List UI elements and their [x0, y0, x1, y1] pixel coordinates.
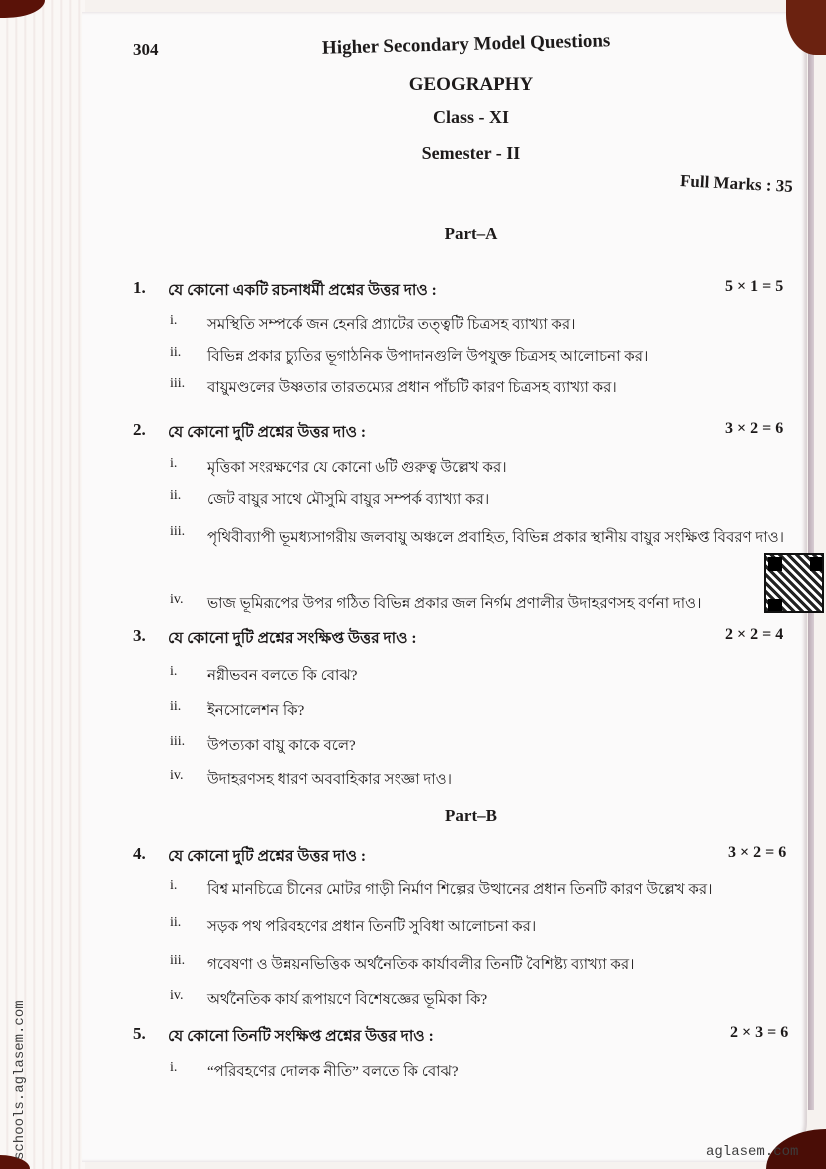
question-number: 2. [133, 420, 146, 439]
subject-title: GEOGRAPHY [408, 74, 534, 95]
question-number: 3. [133, 626, 146, 645]
sub-text: পৃথিবীব্যাপী ভূমধ্যসাগরীয় জলবায়ু অঞ্চলে প্রবাহিত, বিভিন্ন প্রকার স্থানীয় বায়ুর সংক্ষিপ্ত বিবরণ দাও। [207, 530, 785, 546]
sub-text: সড়ক পথ পরিবহণের প্রধান তিনটি সুবিধা আলোচনা কর। [207, 919, 537, 935]
sub-text: গবেষণা ও উন্নয়নভিত্তিক অর্থনৈতিক কার্যাবলীর তিনটি বৈশিষ্ট্য ব্যাখ্যা কর। [207, 957, 635, 973]
question-marks: 3 × 2 = 6 [725, 420, 784, 437]
question-text: যে কোনো তিনটি সংক্ষিপ্ত প্রশ্নের উত্তর দাও : [168, 1028, 434, 1045]
part-a-heading: Part–A [444, 224, 498, 243]
question-marks: 2 × 2 = 4 [725, 626, 784, 643]
sub-number: iii. [170, 953, 186, 968]
watermark-bottom: aglasem.com [706, 1144, 799, 1160]
question-text: যে কোনো দুটি প্রশ্নের উত্তর দাও : [168, 424, 367, 441]
full-marks: Full Marks : 35 [679, 171, 794, 196]
sub-text: ইনসোলেশন কি? [207, 703, 305, 719]
question-marks: 2 × 3 = 6 [730, 1024, 789, 1041]
sub-text: উপত্যকা বায়ু কাকে বলে? [207, 738, 356, 754]
sub-text: বিশ্ব মানচিত্রে চীনের মোটর গাড়ী নির্মাণ শিল্পের উত্থানের প্রধান তিনটি কারণ উল্লেখ কর। [207, 882, 713, 898]
qr-code-icon [764, 553, 824, 613]
question-number: 4. [133, 844, 146, 863]
sub-number: i. [170, 878, 178, 893]
question-marks: 5 × 1 = 5 [725, 278, 784, 295]
sub-text: উদাহরণসহ ধারণ অববাহিকার সংজ্ঞা দাও। [207, 772, 452, 788]
sub-number: ii. [170, 345, 182, 360]
book-page-stack [0, 0, 85, 1169]
sub-text: নগ্নীভবন বলতে কি বোঝ? [207, 668, 358, 684]
sub-text: সমস্থিতি সম্পর্কে জন হেনরি প্র্যাটের তত্ত্বটি চিত্রসহ ব্যাখ্যা কর। [207, 317, 576, 333]
sub-text: বিভিন্ন প্রকার চ্যুতির ভূগাঠনিক উপাদানগুলি উপযুক্ত চিত্রসহ আলোচনা কর। [207, 349, 649, 365]
sub-number: iv. [170, 768, 184, 783]
sub-text: মৃত্তিকা সংরক্ষণের যে কোনো ৬টি গুরুত্ব উল্লেখ কর। [207, 460, 507, 476]
class-label: Class - XI [432, 107, 509, 127]
sub-number: i. [170, 664, 178, 679]
sub-number: iv. [170, 988, 184, 1003]
sub-number: i. [170, 313, 178, 328]
sub-number: i. [170, 1060, 178, 1075]
sub-text: বায়ুমণ্ডলের উষ্ণতার তারতম্যের প্রধান পাঁচটি কারণ চিত্রসহ ব্যাখ্যা কর। [207, 380, 617, 396]
sub-number: iv. [170, 592, 184, 607]
question-text: যে কোনো দুটি প্রশ্নের উত্তর দাও : [168, 848, 367, 865]
page-number: 304 [133, 40, 159, 59]
sub-number: iii. [170, 734, 186, 749]
sub-number: i. [170, 456, 178, 471]
sub-text: ভাজ ভূমিরূপের উপর গঠিত বিভিন্ন প্রকার জল নির্গম প্রণালীর উদাহরণসহ বর্ণনা দাও। [207, 596, 702, 612]
sub-text: অর্থনৈতিক কার্য রূপায়ণে বিশেষজ্ঞের ভূমিকা কি? [207, 992, 488, 1008]
sub-number: ii. [170, 699, 182, 714]
sub-number: ii. [170, 488, 182, 503]
question-number: 1. [133, 278, 146, 297]
running-head: Higher Secondary Model Questions [321, 30, 611, 59]
sub-text: জেট বায়ুর সাথে মৌসুমি বায়ুর সম্পর্ক ব্যাখ্যা কর। [207, 492, 490, 508]
question-text: যে কোনো দুটি প্রশ্নের সংক্ষিপ্ত উত্তর দাও : [168, 630, 417, 647]
sub-text: “পরিবহণের দোলক নীতি” বলতে কি বোঝ? [207, 1064, 459, 1080]
question-text: যে কোনো একটি রচনাধর্মী প্রশ্নের উত্তর দাও : [168, 282, 437, 299]
part-b-heading: Part–B [445, 806, 497, 825]
question-number: 5. [133, 1024, 146, 1043]
semester-label: Semester - II [421, 143, 521, 163]
sub-number: ii. [170, 915, 182, 930]
sub-number: iii. [170, 524, 186, 539]
question-marks: 3 × 2 = 6 [728, 844, 787, 861]
watermark-left: schools.aglasem.com [12, 1000, 28, 1160]
sub-number: iii. [170, 376, 186, 391]
